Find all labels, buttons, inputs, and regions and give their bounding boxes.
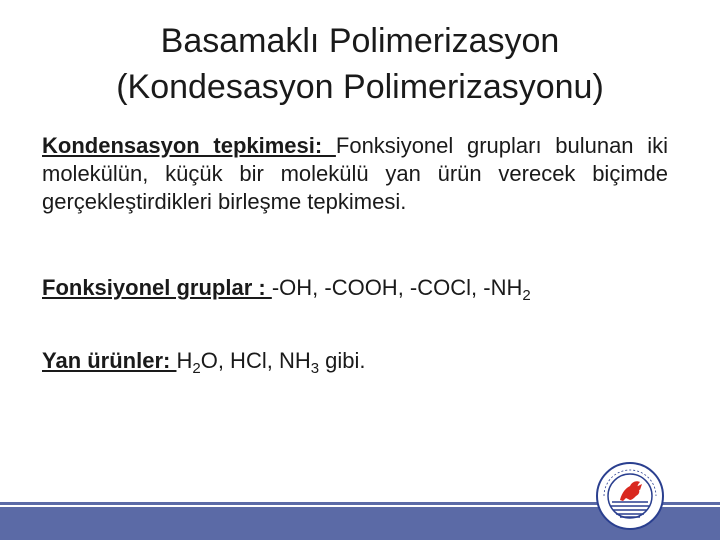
byproducts-label: Yan ürünler:	[42, 348, 177, 373]
functional-groups-text: -OH, -COOH, -COCl, -NH	[271, 275, 523, 300]
title-line-2: (Kondesasyon Polimerizasyonu)	[116, 68, 604, 106]
nh3-subscript: 3	[310, 360, 320, 377]
byproducts-list: O, HCl, NH	[200, 348, 311, 373]
functional-groups-paragraph	[42, 274, 668, 302]
h2o-subscript: 2	[192, 360, 201, 377]
slide-title	[0, 18, 720, 110]
functional-groups-label: Fonksiyonel gruplar :	[42, 275, 272, 300]
university-seal-icon	[596, 462, 664, 530]
definition-paragraph	[42, 132, 668, 216]
definition-text: Fonksiyonel grupları bulunan iki molekülün, küçük bir molekülü yan ürün verecek biçimde gerçekleştirdikleri birleşme tepkimesi.	[42, 133, 668, 214]
title-line-1: Basamaklı Polimerizasyon	[160, 22, 560, 60]
definition-label: Kondensasyon tepkimesi:	[42, 133, 336, 158]
h2o-h: H	[176, 348, 193, 373]
nh2-subscript: 2	[522, 287, 531, 304]
byproducts-paragraph	[42, 347, 668, 375]
slide-body	[42, 132, 668, 375]
byproducts-tail: gibi.	[319, 348, 366, 373]
